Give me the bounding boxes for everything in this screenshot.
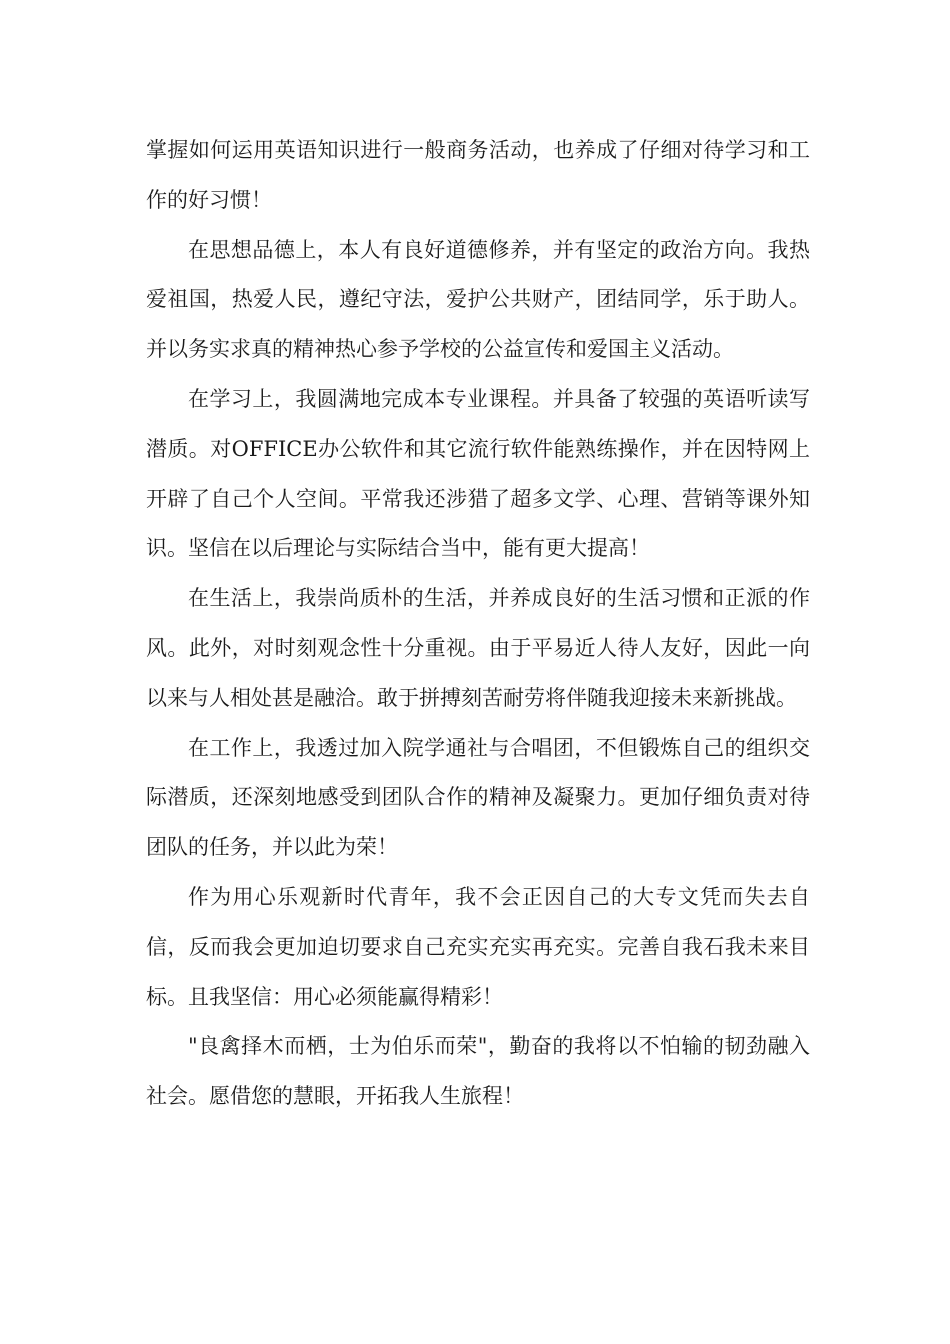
paragraph-moral-character: 在思想品德上，本人有良好道德修养，并有坚定的政治方向。我热爱祖国，热爱人民，遵纪守法，爱护公共财产，团结同学，乐于助人。并以务实求真的精神热心参予学校的公益宣传和爱国主义活动。: [146, 237, 810, 362]
paragraph-outlook: 作为用心乐观新时代青年，我不会正因自己的大专文凭而失去自信，反而我会更加迫切要求自己充实充实再充实。完善自我石我未来目标。且我坚信：用心必须能赢得精彩！: [146, 884, 810, 1009]
document-body: [146, 126, 810, 1122]
paragraph-study: 在学习上，我圆满地完成本专业课程。并具备了较强的英语听读写潜质。对OFFICE办公软件和其它流行软件能熟练操作，并在因特网上开辟了自己个人空间。平常我还涉猎了超多文学、心理、营销等课外知识。坚信在以后理论与实际结合当中，能有更大提高！: [146, 386, 810, 561]
paragraph-closing: "良禽择木而栖，士为伯乐而荣"，勤奋的我将以不怕输的韧劲融入社会。愿借您的慧眼，开拓我人生旅程！: [146, 1034, 810, 1109]
paragraph-work: 在工作上，我透过加入院学通社与合唱团，不但锻炼自己的组织交际潜质，还深刻地感受到团队合作的精神及凝聚力。更加仔细负责对待团队的任务，并以此为荣！: [146, 735, 810, 860]
paragraph-continuation: 掌握如何运用英语知识进行一般商务活动，也养成了仔细对待学习和工作的好习惯！: [146, 138, 810, 212]
paragraph-life: 在生活上，我崇尚质朴的生活，并养成良好的生活习惯和正派的作风。此外，对时刻观念性十分重视。由于平易近人待人友好，因此一向以来与人相处甚是融洽。敢于拼搏刻苦耐劳将伴随我迎接未来新挑战。: [146, 586, 810, 710]
